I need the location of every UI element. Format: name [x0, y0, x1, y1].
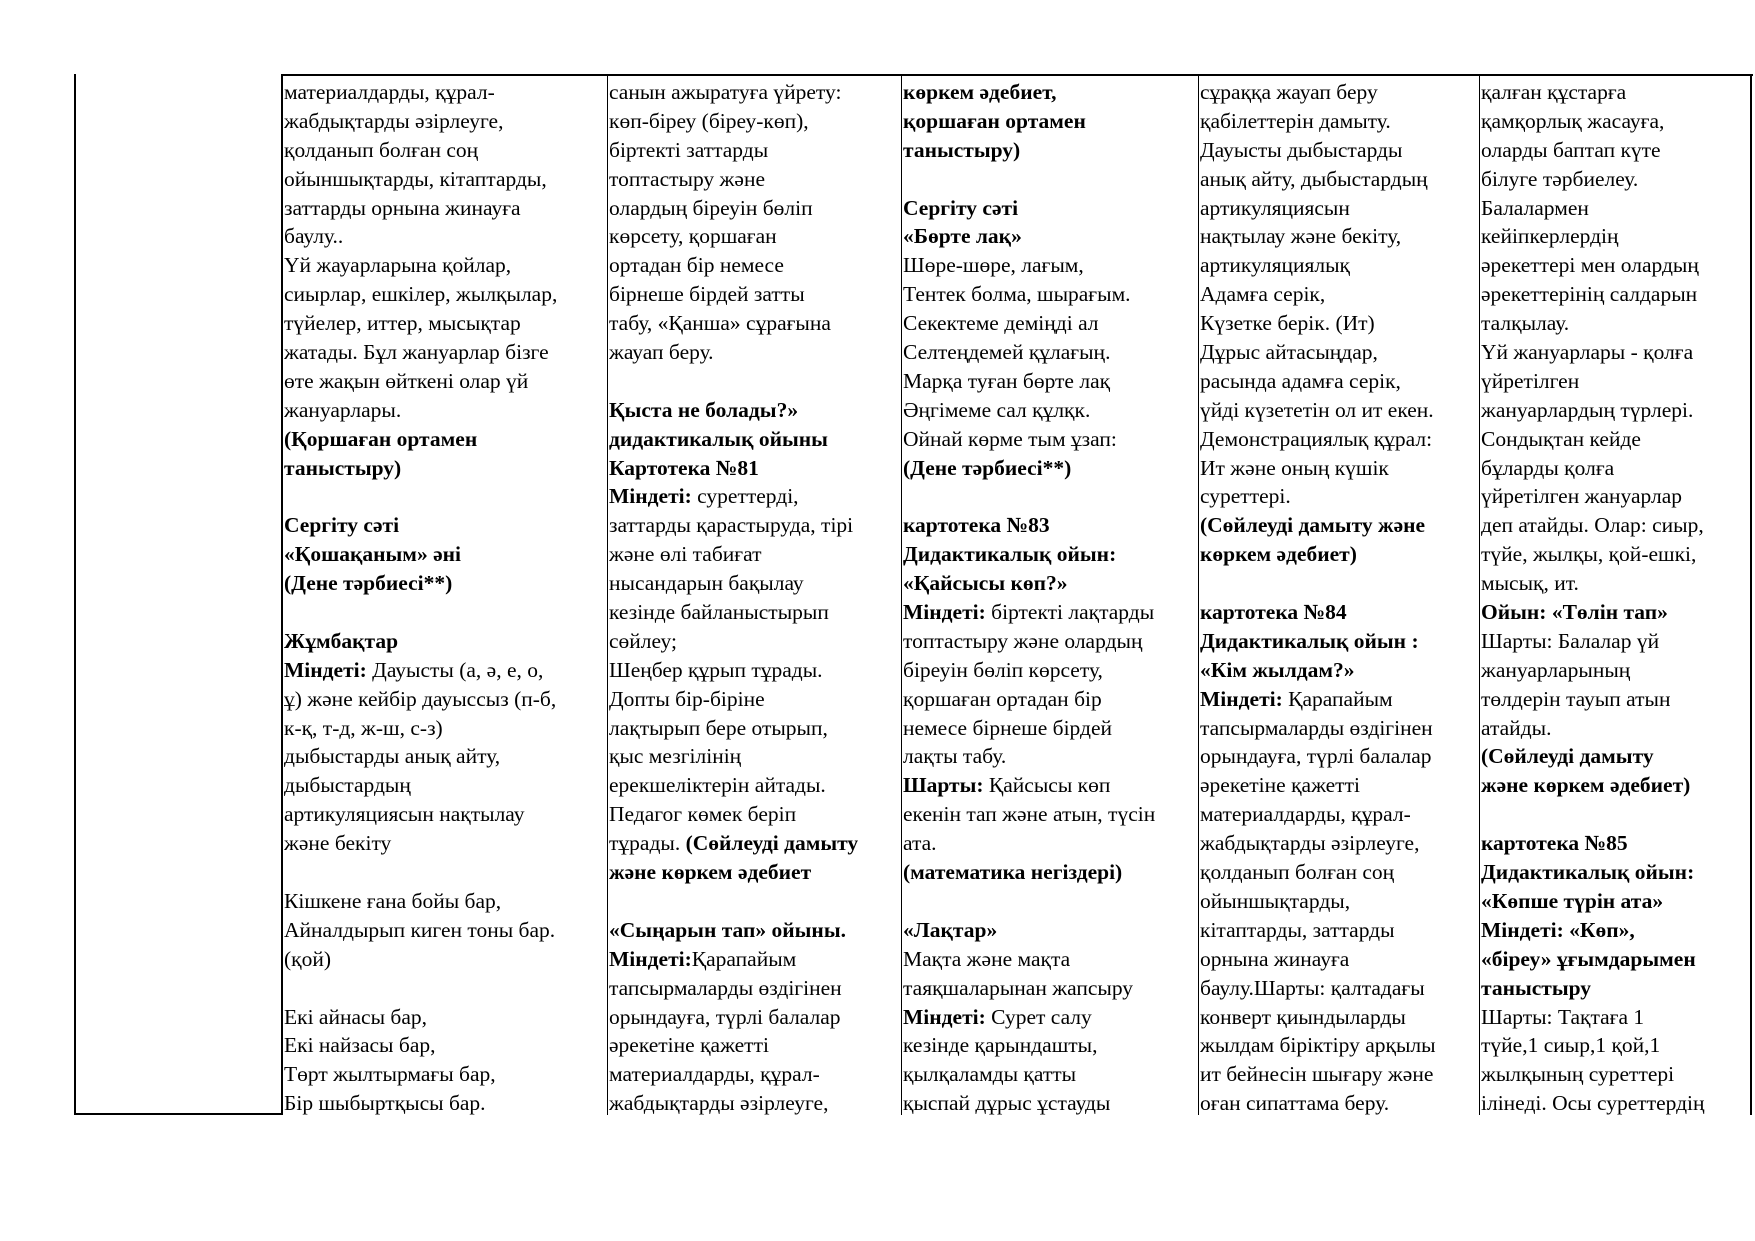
text-line: кітаптарды, заттарды [1200, 917, 1395, 942]
text-line: материалдарды, құрал- [284, 80, 495, 104]
text-line: ілінеді. Осы суреттердің [1481, 1091, 1705, 1116]
text-line: кезінде байланыстырып [609, 600, 829, 625]
text-line: заттарды орнына жинауға [284, 195, 521, 220]
text-line: талқылау. [1481, 311, 1570, 336]
text-line: Міндеті: Қарапайым [1200, 686, 1393, 711]
text-line: сөйлеу; [609, 628, 677, 653]
text-line: жануарлардың түрлері. [1481, 397, 1694, 422]
text-line: Екі айнасы бар, [284, 1004, 427, 1029]
column-divider-0 [281, 74, 283, 1115]
text-line: Төрт жылтырмағы бар, [284, 1062, 496, 1087]
table-column-1 [284, 78, 605, 1118]
text-line: кейіпкерлердің [1481, 224, 1619, 249]
text-line: Шеңбер құрып тұрады. [609, 657, 823, 682]
text-line: түйе,1 сиыр,1 қой,1 [1481, 1033, 1661, 1058]
text-line: Бір шыбыртқысы бар. [284, 1091, 486, 1116]
text-line: картотека №85 [1481, 831, 1628, 856]
text-line: Допты бір-біріне [609, 686, 765, 711]
text-line: Балалармен [1481, 195, 1589, 220]
text-line: расында адамға серік, [1200, 368, 1401, 393]
text-line: орындауға, түрлі балалар [1200, 744, 1432, 769]
text-line: тұрады. (Сөйлеуді дамыту [609, 831, 859, 856]
text-line: Шарты: Қайсысы көп [903, 773, 1111, 798]
text-line: Мақта және мақта [903, 946, 1071, 971]
text-line: орындауға, түрлі балалар [609, 1004, 841, 1029]
text-line: Сергіту сәті [284, 513, 400, 538]
text-line: жатады. Бұл жануарлар бізге [284, 340, 549, 365]
text-line: таныстыру) [903, 137, 1021, 162]
text-line: түйелер, иттер, мысықтар [284, 311, 521, 336]
text-line: Міндеті: Сурет салу [903, 1004, 1092, 1029]
text-line: төлдерін тауып атын [1481, 686, 1671, 711]
text-line: к-қ, т-д, ж-ш, с-з) [284, 715, 443, 740]
text-line: «Сыңарын тап» ойыны. [609, 917, 846, 942]
text-line: дидактикалық ойыны [609, 426, 828, 451]
text-line: және өлі табиғат [609, 542, 762, 567]
text-line: көркем әдебиет) [1200, 542, 1357, 567]
text-line: Үй жауарларына қойлар, [284, 253, 512, 278]
text-line: таныстыру) [284, 455, 402, 480]
text-line [284, 858, 605, 887]
text-line: Міндеті: суреттерді, [609, 484, 799, 509]
text-line: әрекетіне қажетті [1200, 773, 1360, 798]
text-line: қалған құстарға [1481, 80, 1627, 104]
text-line: қолданып болған соң [284, 137, 479, 162]
text-line: «біреу» ұғымдарымен [1481, 946, 1696, 971]
text-line: (математика негіздері) [903, 860, 1123, 885]
text-line: суреттері. [1200, 484, 1291, 509]
text-line: қыс мезгілінің [609, 744, 742, 769]
text-line: ата. [903, 831, 937, 856]
text-line: көркем әдебиет, [903, 80, 1057, 104]
text-line: Қыста не болады?» [609, 397, 799, 422]
text-line: олардың біреуін бөліп [609, 195, 813, 220]
text-line: көрсету, қоршаған [609, 224, 777, 249]
text-line: (Сөйлеуді дамыту және [1200, 513, 1426, 538]
text-line: оған сипаттама беру. [1200, 1091, 1390, 1116]
text-line: қыспай дұрыс ұстауды [903, 1091, 1111, 1116]
text-line: бірнеше бірдей затты [609, 282, 805, 307]
text-line: ерекшеліктерін айтады. [609, 773, 826, 798]
text-line: Секектеме деміңді ал [903, 311, 1099, 336]
text-line: Дауысты дыбыстарды [1200, 137, 1403, 162]
column-divider-2 [901, 74, 902, 1115]
text-line: Міндеті: «Көп», [1481, 917, 1635, 942]
text-line: жабдықтарды әзірлеуге, [609, 1091, 829, 1116]
table-column-5 [1481, 78, 1749, 1118]
text-line: Әңгімеме сал құлқк. [903, 397, 1091, 422]
text-line: көп-біреу (біреу-көп), [609, 108, 809, 133]
text-line [903, 887, 1197, 916]
text-line: Ойын: «Төлін тап» [1481, 600, 1668, 625]
text-line [284, 974, 605, 1003]
text-line: екенін тап және атын, түсін [903, 802, 1156, 827]
text-line: Күзетке берік. (Ит) [1200, 311, 1375, 336]
text-line: кезінде қарындашты, [903, 1033, 1098, 1058]
text-line: нысандарын бақылау [609, 571, 804, 596]
text-line [1200, 569, 1478, 598]
text-line: Педагог көмек беріп [609, 802, 797, 827]
text-line: ұ) және кейбір дауыссыз (п-б, [284, 686, 557, 711]
text-line: Айналдырып киген тоны бар. [284, 917, 556, 942]
text-line: ортадан бір немесе [609, 253, 784, 278]
text-line: дыбыстардың [284, 773, 411, 798]
text-line: материалдарды, құрал- [609, 1062, 820, 1087]
text-line: топтастыру және олардың [903, 628, 1143, 653]
text-line: өте жақын өйткені олар үй [284, 368, 529, 393]
text-line: Шарты: Тақтаға 1 [1481, 1004, 1645, 1029]
table-left-border [74, 74, 76, 1114]
text-line: қоршаған ортадан бір [903, 686, 1102, 711]
text-line: таныстыру [1481, 975, 1592, 1000]
text-line: артикуляциясын нақтылау [284, 802, 525, 827]
text-line: Дидактикалық ойын: [1481, 860, 1695, 885]
text-line: «Лақтар» [903, 917, 998, 942]
text-line: «Кім жылдам?» [1200, 657, 1355, 682]
text-line: мысық, ит. [1481, 571, 1579, 596]
text-line: картотека №83 [903, 513, 1050, 538]
text-line: баулу.Шарты: қалтадағы [1200, 975, 1425, 1000]
table-top-border [281, 74, 1753, 76]
text-line: Үй жануарлары - қолға [1481, 340, 1694, 365]
text-line: Тентек болма, шырағым. [903, 282, 1131, 307]
column-divider-3 [1198, 74, 1199, 1115]
text-line: Ойнай көрме тым ұзап: [903, 426, 1117, 451]
text-line: Селтеңдемей құлағың. [903, 340, 1111, 365]
text-line: қылқаламды қатты [903, 1062, 1077, 1087]
text-line: «Бөрте лақ» [903, 224, 1022, 249]
text-line: Дидактикалық ойын: [903, 542, 1117, 567]
text-line: ойыншықтарды, кітаптарды, [284, 166, 547, 191]
text-line: «Көпше түрін ата» [1481, 888, 1664, 913]
text-line: қабілеттерін дамыту. [1200, 108, 1391, 133]
text-line: Дидактикалық ойын : [1200, 628, 1419, 653]
text-line [609, 367, 900, 396]
text-line: түйе, жылқы, қой-ешкі, [1481, 542, 1697, 567]
text-line: әрекеттерінің салдарын [1481, 282, 1698, 307]
text-line: материалдарды, құрал- [1200, 802, 1411, 827]
text-line: лақтырып бере отырып, [609, 715, 828, 740]
text-line: Жұмбақтар [284, 628, 399, 653]
text-line: үйретілген [1481, 368, 1580, 393]
text-line: Міндеті: Дауысты (а, ә, е, о, [284, 657, 544, 682]
text-line: жануарларының [1481, 657, 1631, 682]
text-line: картотека №84 [1200, 600, 1347, 625]
text-line: Сондықтан кейде [1481, 426, 1641, 451]
text-line: үйретілген жануарлар [1481, 484, 1683, 509]
text-line: Ит және оның күшік [1200, 455, 1389, 480]
text-line: біртекті заттарды [609, 137, 769, 162]
text-line: заттарды қарастыруда, тірі [609, 513, 854, 538]
text-line: Міндеті:Қарапайым [609, 946, 797, 971]
text-line: қолданып болған соң [1200, 860, 1395, 885]
text-line: Дұрыс айтасыңдар, [1200, 340, 1378, 365]
text-line: санын ажыратуға үйрету: [609, 80, 842, 104]
text-line: баулу.. [284, 224, 344, 249]
text-line: жануарлары. [284, 397, 402, 422]
text-line: конверт қиындыларды [1200, 1004, 1406, 1029]
text-line: Міндеті: біртекті лақтарды [903, 600, 1155, 625]
text-line: әрекеттері мен олардың [1481, 253, 1699, 278]
text-line [284, 482, 605, 511]
table-column-2 [609, 78, 900, 1118]
text-line: (Сөйлеуді дамыту [1481, 744, 1654, 769]
text-line [903, 482, 1197, 511]
table-bottom-border-left [74, 1113, 282, 1115]
text-line: сиырлар, ешкілер, жылқылар, [284, 282, 558, 307]
text-line: нақтылау және бекіту, [1200, 224, 1402, 249]
text-line: Картотека №81 [609, 455, 759, 480]
text-line: оларды баптап күте [1481, 137, 1661, 162]
text-line: жауап беру. [609, 340, 714, 365]
text-line: жабдықтарды әзірлеуге, [1200, 831, 1420, 856]
text-line: жылдам біріктіру арқылы [1200, 1033, 1436, 1058]
text-line: Сергіту сәті [903, 195, 1019, 220]
column-divider-4 [1479, 74, 1480, 1115]
text-line: жабдықтарды әзірлеуге, [284, 108, 504, 133]
text-line: деп атайды. Олар: сиыр, [1481, 513, 1704, 538]
text-line [284, 598, 605, 627]
text-line: немесе бірнеше бірдей [903, 715, 1113, 740]
text-line: дыбыстарды анық айту, [284, 744, 501, 769]
text-line: Марқа туған бөрте лақ [903, 368, 1111, 393]
text-line: сұраққа жауап беру [1200, 80, 1378, 104]
text-line: ойыншықтарды, [1200, 888, 1351, 913]
text-line: (Дене тәрбиесі**) [284, 571, 453, 596]
text-line: жылқының суреттері [1481, 1062, 1675, 1087]
text-line: білуге тәрбиелеу. [1481, 166, 1639, 191]
table-right-border [1750, 74, 1752, 1115]
text-line: (Қоршаған ортамен [284, 426, 478, 451]
text-line: таяқшаларынан жапсыру [903, 975, 1134, 1000]
text-line: Адамға серік, [1200, 282, 1326, 307]
text-line [1481, 800, 1749, 829]
text-line: және көркем әдебиет) [1481, 773, 1691, 798]
text-line: (қой) [284, 946, 332, 971]
text-line: (Дене тәрбиесі**) [903, 455, 1072, 480]
text-line: лақты табу. [903, 744, 1007, 769]
text-line: «Қайсысы көп?» [903, 571, 1068, 596]
text-line: артикуляциялық [1200, 253, 1350, 278]
table-column-3 [903, 78, 1197, 1118]
text-line: Кішкене ғана бойы бар, [284, 888, 502, 913]
text-line: және бекіту [284, 831, 392, 856]
text-line: бұларды қолға [1481, 455, 1615, 480]
text-line: ит бейнесін шығару және [1200, 1062, 1434, 1087]
text-line: және көркем әдебиет [609, 860, 812, 885]
text-line: қоршаған ортамен [903, 108, 1086, 133]
text-line: Шөре-шөре, лағым, [903, 253, 1084, 278]
text-line: топтастыру және [609, 166, 765, 191]
text-line: Екі найзасы бар, [284, 1033, 436, 1058]
text-line: әрекетіне қажетті [609, 1033, 769, 1058]
table-column-4 [1200, 78, 1478, 1118]
text-line: табу, «Қанша» сұрағына [609, 311, 831, 336]
text-line: Демонстрациялық құрал: [1200, 426, 1433, 451]
text-line: «Қошақаным» әні [284, 542, 461, 567]
column-divider-1 [607, 74, 608, 1115]
text-line: артикуляциясын [1200, 195, 1350, 220]
text-line: атайды. [1481, 715, 1552, 740]
text-line: анық айту, дыбыстардың [1200, 166, 1428, 191]
text-line: үйді күзететін ол ит екен. [1200, 397, 1434, 422]
text-line: қамқорлық жасауға, [1481, 108, 1665, 133]
text-line [609, 887, 900, 916]
text-line: Шарты: Балалар үй [1481, 628, 1660, 653]
text-line: тапсырмаларды өздігінен [609, 975, 842, 1000]
text-line: орнына жинауға [1200, 946, 1350, 971]
text-line [903, 165, 1197, 194]
text-line: біреуін бөліп көрсету, [903, 657, 1103, 682]
text-line: тапсырмаларды өздігінен [1200, 715, 1433, 740]
